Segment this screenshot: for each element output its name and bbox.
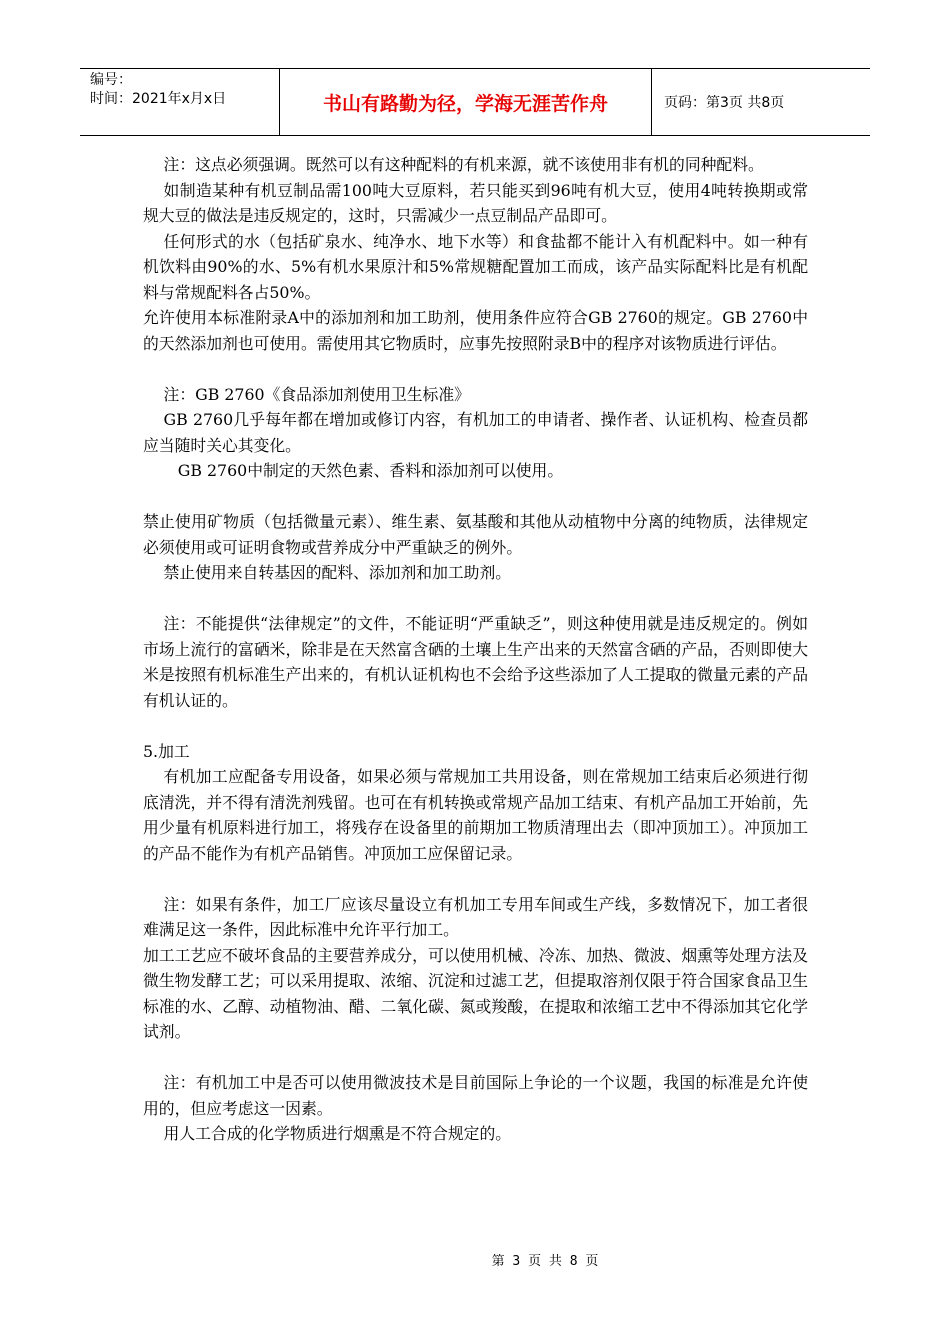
spacer: [143, 1045, 808, 1071]
paragraph-prohibited-gmo: 禁止使用来自转基因的配料、添加剂和加工助剂。: [163, 563, 512, 582]
spacer: [143, 713, 808, 739]
paragraph-water-salt: 任何形式的水（包括矿泉水、纯净水、地下水等）和食盐都不能计入有机配料中。如一种有机饮料由90%的水、5%有机水果原汁和5%常规糖配置加工而成，该产品实际配料比是有机配料与常规配料各占50%。: [143, 231, 808, 302]
header-motto: 书山有路勤为径，学海无涯苦作舟: [280, 69, 652, 135]
number-label: 编号：: [90, 72, 132, 88]
spacer: [143, 356, 808, 382]
paragraph-smoking: 用人工合成的化学物质进行烟熏是不符合规定的。: [163, 1124, 512, 1143]
paragraph-additives: 允许使用本标准附录A中的添加剂和加工助剂，使用条件应符合GB 2760的规定。GB 2760中的天然添加剂也可使用。需使用其它物质时，应事先按照附录B中的程序对该物质进行评估。: [143, 308, 808, 353]
paragraph-natural-colors: GB 2760中制定的天然色素、香料和添加剂可以使用。: [177, 461, 564, 480]
paragraph-gb2760-updates: GB 2760几乎每年都在增加或修订内容，有机加工的申请者、操作者、认证机构、检查员都应当随时关心其变化。: [143, 410, 808, 455]
header-page-info: 页码：第3页 共8页: [664, 95, 785, 111]
page-footer: 第 3 页 共 8 页: [491, 1254, 599, 1269]
paragraph-process-methods: 加工工艺应不破坏食品的主要营养成分，可以使用机械、冷冻、加热、微波、烟熏等处理方法及微生物发酵工艺；可以采用提取、浓缩、沉淀和过滤工艺，但提取溶剂仅限于符合国家食品卫生标准的水、乙醇、动植物油、醋、二氧化碳、氮或羧酸，在提取和浓缩工艺中不得添加其它化学试剂。: [143, 945, 808, 1041]
spacer: [143, 586, 808, 612]
paragraph-soy-example: 如制造某种有机豆制品需100吨大豆原料，若只能买到96吨有机大豆，使用4吨转换期或常规大豆的做法是违反规定的，这时，只需减少一点豆制品产品即可。: [143, 180, 808, 225]
paragraph-note-1: 注：这点必须强调。既然可以有这种配料的有机来源，就不该使用非有机的同种配料。: [163, 155, 764, 174]
paragraph-note-gb2760: 注：GB 2760《食品添加剂使用卫生标准》: [163, 384, 470, 404]
paragraph-prohibited-minerals: 禁止使用矿物质（包括微量元素）、维生素、氨基酸和其他从动植物中分离的纯物质，法律规定必须使用或可证明食物或营养成分中严重缺乏的例外。: [143, 512, 808, 557]
section-heading-processing: 5.加工: [143, 741, 190, 761]
spacer: [143, 484, 808, 510]
header-meta: [80, 69, 280, 135]
spacer: [143, 866, 808, 892]
paragraph-equipment: 有机加工应配备专用设备，如果必须与常规加工共用设备，则在常规加工结束后必须进行彻底清洗，并不得有清洗剂残留。也可在有机转换或常规产品加工结束、有机产品加工开始前，先用少量有机原料进行加工，将残存在设备里的前期加工物质清理出去（即冲顶加工）。冲顶加工的产品不能作为有机产品销售。冲顶加工应保留记录。: [143, 767, 808, 863]
document-body: [143, 152, 808, 1147]
paragraph-note-selenium: 注：不能提供“法律规定”的文件，不能证明“严重缺乏”，则这种使用就是违反规定的。例如市场上流行的富硒米，除非是在天然富含硒的土壤上生产出来的天然富含硒的产品，否则即使大米是按照有机标准生产出来的，有机认证机构也不会给予这些添加了人工提取的微量元素的产品有机认证的。: [143, 614, 808, 710]
paragraph-note-microwave: 注：有机加工中是否可以使用微波技术是目前国际上争论的一个议题，我国的标准是允许使用的，但应考虑这一因素。: [143, 1073, 808, 1118]
time-label: 时间：2021年x月x日: [90, 91, 227, 107]
paragraph-note-parallel: 注：如果有条件，加工厂应该尽量设立有机加工专用车间或生产线，多数情况下，加工者很难满足这一条件，因此标准中允许平行加工。: [143, 894, 808, 939]
page-header: [80, 68, 870, 136]
